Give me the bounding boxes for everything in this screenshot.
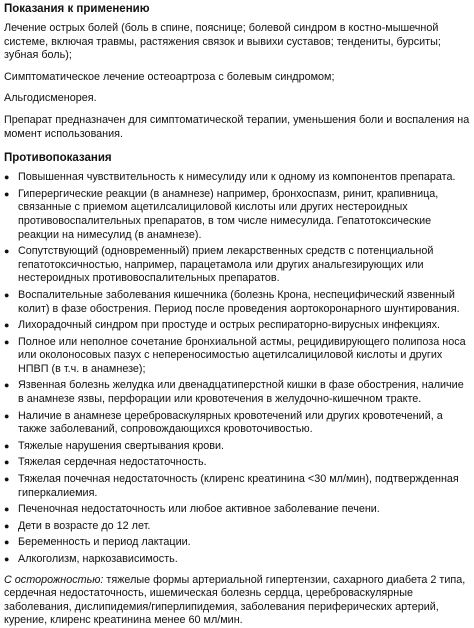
indications-paragraph: Альгодисменорея. [4, 92, 97, 105]
list-item [4, 336, 470, 377]
bullet-icon: ● [4, 537, 10, 548]
list-item-text: Наличие в анамнезе цереброваскулярных кровотечений или других кровотечений, а также заболеваний, сопровождающихся кровоточивостью. [18, 409, 443, 436]
bullet-icon: ● [4, 410, 10, 421]
caution-text: тяжелые формы артериальной гипертензии, сахарного диабета 2 типа, сердечная недостаточность, ишемическая болезнь сердца, цереброваскулярные заболевания, дислипидемия/гиперлипидемия, заболевания периферических артерий, курение, клиренс креатинина менее 60 мл/мин. [4, 573, 466, 627]
list-item [4, 553, 470, 567]
list-item [4, 188, 470, 242]
bullet-icon: ● [4, 380, 10, 391]
list-item [4, 456, 470, 470]
bullet-icon: ● [4, 504, 10, 515]
list-item-text: Сопутствующий (одновременный) прием лекарственных средств с потенциальной гепатотоксичностью, например, парацетамола или других анальгезирующих или нестероидных противовоспалительных препаратов. [18, 245, 434, 285]
indications-section [4, 2, 470, 141]
bullet-icon: ● [4, 457, 10, 468]
list-item [4, 289, 470, 316]
bullet-icon: ● [4, 320, 10, 331]
list-item-text: Воспалительные заболевания кишечника (болезнь Крона, неспецифический язвенный колит) в фазе обострения. Период после проведения аортокоронарного шунтирования. [18, 288, 460, 315]
list-item [4, 410, 470, 437]
list-item [4, 503, 470, 517]
list-item-text: Язвенная болезнь желудка или двенадцатиперстной кишки в фазе обострения, наличие в анамнезе язвы, перфорации или кровотечения в желудочно-кишечном тракте. [18, 379, 464, 406]
caution-label: С осторожностью: [4, 573, 104, 586]
contraindications-heading: Противопоказания [4, 152, 112, 165]
indications-paragraph: Препарат предназначен для симптоматической терапии, уменьшения боли и воспаления на момент использования. [4, 113, 470, 140]
list-item-text: Тяжелые нарушения свертывания крови. [18, 439, 224, 452]
indications-heading: Показания к применению [4, 3, 150, 15]
list-item-text: Лихорадочный синдром при простуде и острых респираторно-вирусных инфекциях. [18, 319, 441, 332]
list-item [4, 520, 470, 534]
bullet-icon: ● [4, 474, 10, 485]
list-item [4, 536, 470, 550]
bullet-icon: ● [4, 520, 10, 531]
bullet-icon: ● [4, 172, 10, 183]
list-item [4, 440, 470, 454]
list-item-text: Тяжелая сердечная недостаточность. [18, 456, 207, 469]
list-item [4, 319, 470, 333]
list-item [4, 171, 470, 185]
list-item [4, 245, 470, 286]
list-item-text: Алкоголизм, наркозависимость. [18, 553, 178, 565]
bullet-icon: ● [4, 440, 10, 451]
bullet-icon: ● [4, 289, 10, 300]
contraindications-section [4, 151, 470, 566]
list-item [4, 473, 470, 500]
list-item [4, 379, 470, 406]
contraindications-list [4, 171, 470, 566]
list-item-text: Беременность и период лактации. [18, 536, 191, 549]
list-item-text: Полное или неполное сочетание бронхиальной астмы, рецидивирующего полипоза носа или околоносовых пазух с непереносимостью ацетилсалициловой кислоты и других НПВП (в т.ч. в анамнезе); [18, 335, 466, 375]
bullet-icon: ● [4, 554, 10, 564]
indications-paragraph: Лечение острых болей (боль в спине, пояснице; болевой синдром в костно-мышечной системе, включая травмы, растяжения связок и вывихи суставов; тендениты, бурситы; зубная боль); [4, 22, 441, 62]
caution-paragraph [4, 574, 470, 628]
bullet-icon: ● [4, 246, 10, 257]
indications-paragraph: Симптоматическое лечение остеоартроза с болевым синдромом; [4, 70, 335, 83]
list-item-text: Печеночная недостаточность или любое активное заболевание печени. [18, 503, 380, 516]
bullet-icon: ● [4, 336, 10, 347]
list-item-text: Тяжелая почечная недостаточность (клиренс креатинина <30 мл/мин), подтвержденная гиперкалиемия. [18, 473, 459, 499]
list-item-text: Дети в возрасте до 12 лет. [18, 519, 151, 532]
bullet-icon: ● [4, 188, 10, 199]
list-item-text: Повышенная чувствительность к нимесулиду или к одному из компонентов препарата. [18, 171, 456, 184]
list-item-text: Гиперергические реакции (в анамнезе) например, бронхоспазм, ринит, крапивница, связанные с приемом ацетилсалициловой кислоты или других нестероидных противовоспалительных препаратов, в том числе нимесулида. Гепатотоксические реакции на нимесулид (в анамнезе). [18, 187, 439, 241]
